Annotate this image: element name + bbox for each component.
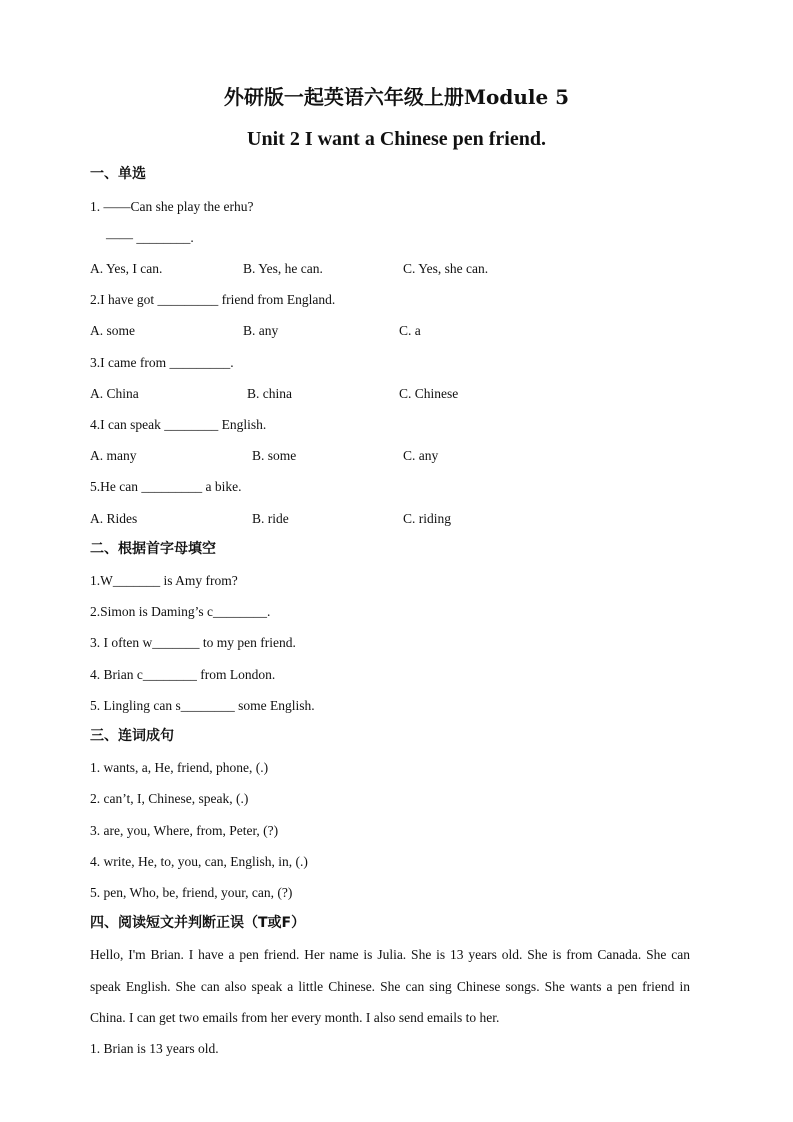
list-item: 3. I often w_______ to my pen friend. (90, 635, 296, 650)
question-stem: 2.I have got _________ friend from England. (90, 292, 336, 307)
option-a: A. many (90, 448, 137, 463)
question-stem: 1. ——Can she play the erhu? (90, 199, 254, 214)
option-a: A. Yes, I can. (90, 261, 163, 276)
list-item: 2. can’t, I, Chinese, speak, (.) (90, 791, 249, 806)
option-a: A. some (90, 323, 135, 338)
question-stem: 5.He can _________ a bike. (90, 479, 242, 494)
list-item: 1. wants, a, He, friend, phone, (.) (90, 760, 269, 775)
page-subtitle: Unit 2 I want a Chinese pen friend. (247, 128, 546, 150)
answer-line: —— ________. (106, 230, 194, 245)
section-heading-single-choice: 一、单选 (90, 166, 146, 182)
option-a: A. China (90, 386, 139, 401)
option-c: C. Yes, she can. (403, 261, 489, 276)
option-c: C. Chinese (399, 386, 459, 401)
list-item: 1. Brian is 13 years old. (90, 1041, 219, 1056)
section-heading-reading: 四、阅读短文并判断正误（T或F） (90, 915, 306, 931)
option-b: B. Yes, he can. (243, 261, 323, 276)
option-b: B. china (247, 386, 292, 401)
option-c: C. any (403, 448, 439, 463)
list-item: 4. write, He, to, you, can, English, in, (.) (90, 854, 308, 869)
question-stem: 3.I came from _________. (90, 355, 234, 370)
option-b: B. ride (252, 511, 289, 526)
list-item: 4. Brian c________ from London. (90, 667, 276, 682)
list-item: 2.Simon is Daming’s c________. (90, 604, 271, 619)
option-b: B. some (252, 448, 297, 463)
list-item: 1.W_______ is Amy from? (90, 573, 238, 588)
option-c: C. a (399, 323, 421, 338)
page-title: 外研版一起英语六年级上册Module 5 (223, 85, 570, 109)
reading-passage: Hello, I'm Brian. I have a pen friend. Her name is Julia. She is 13 years old. She is from Canada. She can speak English. She can also speak a little Chinese. She can sing Chinese songs. She wants a pen friend in China. I can get two emails from her every month. I also send emails to her. (90, 947, 690, 1025)
list-item: 5. pen, Who, be, friend, your, can, (?) (90, 885, 293, 900)
option-a: A. Rides (90, 511, 138, 526)
question-stem: 4.I can speak ________ English. (90, 417, 267, 432)
section-heading-fill-in: 二、根据首字母填空 (90, 541, 216, 557)
list-item: 5. Lingling can s________ some English. (90, 698, 315, 713)
section-heading-sentence-building: 三、连词成句 (90, 728, 174, 744)
list-item: 3. are, you, Where, from, Peter, (?) (90, 823, 279, 838)
option-c: C. riding (403, 511, 452, 526)
option-b: B. any (243, 323, 279, 338)
